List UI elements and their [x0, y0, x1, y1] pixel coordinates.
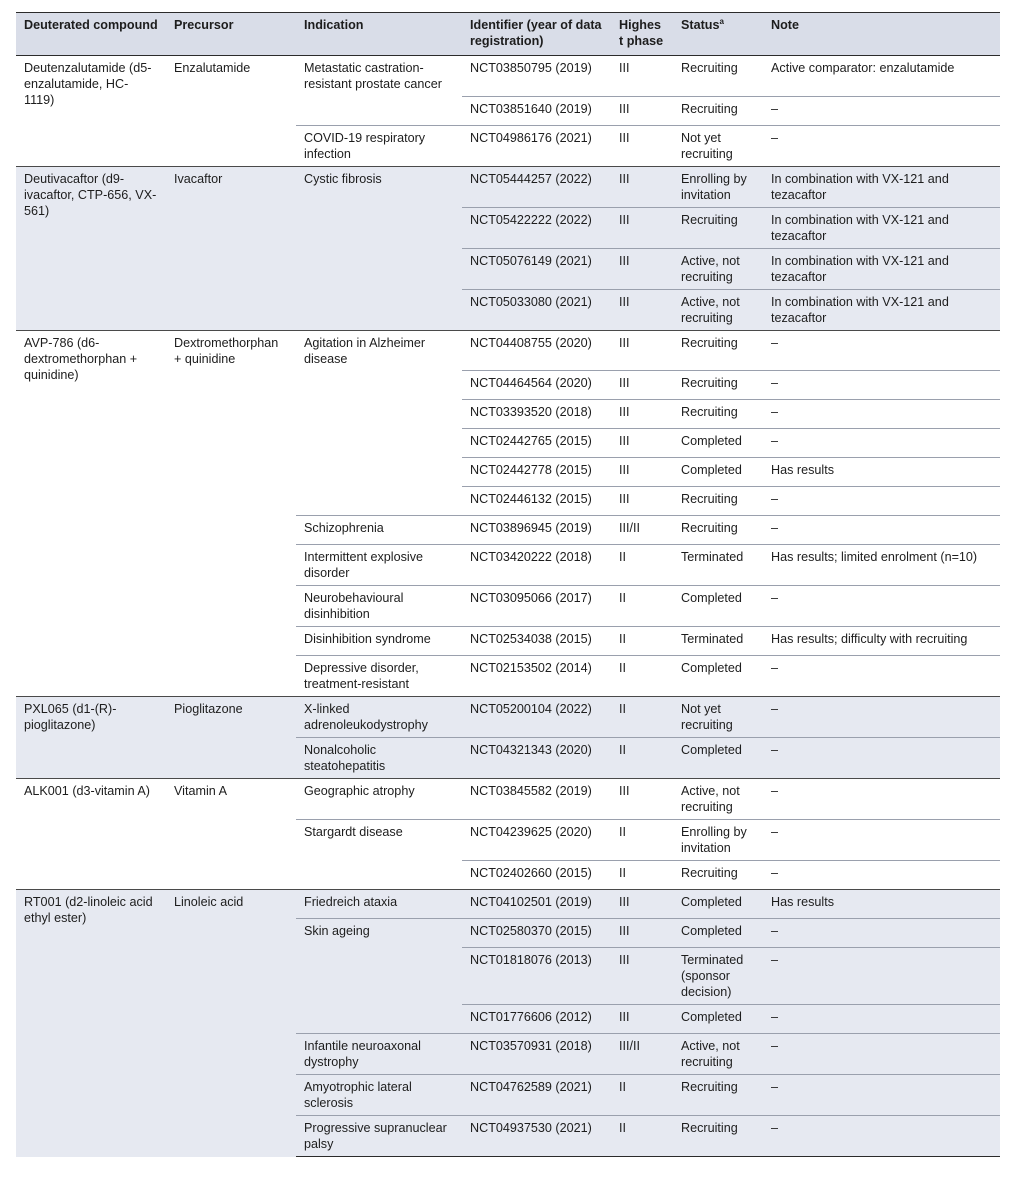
phase-cell: II: [611, 697, 673, 738]
table-row: [16, 56, 1000, 97]
identifier-cell: NCT03845582 (2019): [462, 779, 611, 820]
phase-cell: II: [611, 1116, 673, 1157]
status-cell: Terminated: [673, 627, 763, 656]
identifier-cell: NCT05033080 (2021): [462, 289, 611, 330]
phase-cell: III: [611, 330, 673, 371]
identifier-cell: NCT03420222 (2018): [462, 545, 611, 586]
identifier-cell: NCT02442778 (2015): [462, 458, 611, 487]
identifier-cell: NCT03896945 (2019): [462, 516, 611, 545]
identifier-cell: NCT02534038 (2015): [462, 627, 611, 656]
phase-cell: III: [619, 61, 630, 75]
identifier-cell: NCT02402660 (2015): [462, 861, 611, 890]
status-cell: Recruiting: [673, 400, 763, 429]
header-indication: Indication: [296, 13, 462, 56]
indication-cell: Agitation in Alzheimer disease: [296, 330, 462, 371]
status-cell: Completed: [673, 429, 763, 458]
status-cell: Terminated: [673, 545, 763, 586]
phase-cell: III/II: [611, 516, 673, 545]
note-cell: –: [763, 919, 1000, 948]
table-row: [16, 697, 1000, 738]
status-cell: Recruiting: [673, 1116, 763, 1157]
identifier-cell: NCT04102501 (2019): [462, 890, 611, 919]
indication-cell: Schizophrenia: [296, 516, 462, 545]
note-cell: –: [763, 516, 1000, 545]
identifier-cell: NCT04986176 (2021): [462, 125, 611, 166]
compound-cell: Deutivacaftor (d9-ivacaftor, CTP-656, VX-561): [16, 166, 166, 330]
footnote-marker: a: [719, 16, 724, 26]
status-cell: Recruiting: [673, 330, 763, 371]
table-row: [16, 890, 1000, 919]
indication-cell: Infantile neuroaxonal dystrophy: [296, 1034, 462, 1075]
identifier-cell: NCT03393520 (2018): [462, 400, 611, 429]
note-cell: –: [763, 779, 1000, 820]
indication-cell: Amyotrophic lateral sclerosis: [296, 1075, 462, 1116]
identifier-cell: NCT03570931 (2018): [462, 1034, 611, 1075]
indication-cell: [296, 400, 462, 429]
indication-cell: Depressive disorder, treatment-resistant: [296, 656, 462, 697]
status-cell: Completed: [673, 656, 763, 697]
indication-cell: Intermittent explosive disorder: [296, 545, 462, 586]
indication-cell: Metastatic castration-resistant prostate cancer: [304, 61, 442, 91]
header-compound: Deuterated compound: [16, 13, 166, 56]
status-cell: Recruiting: [673, 487, 763, 516]
status-cell: Recruiting: [673, 1075, 763, 1116]
identifier-cell: NCT03095066 (2017): [462, 586, 611, 627]
note-cell: Has results; difficulty with recruiting: [763, 627, 1000, 656]
phase-cell: III: [611, 96, 673, 125]
table-row: [16, 779, 1000, 820]
table-row: [16, 330, 1000, 371]
indication-cell: Skin ageing: [296, 919, 462, 948]
identifier-cell: NCT05076149 (2021): [462, 248, 611, 289]
note-cell: –: [763, 820, 1000, 861]
precursor-cell: Pioglitazone: [166, 697, 296, 779]
status-cell: Active, not recruiting: [673, 1034, 763, 1075]
precursor-cell: Enzalutamide: [174, 61, 251, 75]
identifier-cell: NCT04937530 (2021): [462, 1116, 611, 1157]
precursor-cell: Ivacaftor: [166, 166, 296, 330]
status-cell: Recruiting: [673, 96, 763, 125]
status-cell: Completed: [673, 586, 763, 627]
phase-cell: III: [611, 487, 673, 516]
status-cell: Not yet recruiting: [673, 125, 763, 166]
note-cell: –: [763, 1075, 1000, 1116]
identifier-cell: NCT04408755 (2020): [462, 330, 611, 371]
phase-cell: III/II: [611, 1034, 673, 1075]
indication-cell: Cystic fibrosis: [296, 166, 462, 207]
status-cell: Recruiting: [673, 371, 763, 400]
phase-cell: III: [611, 458, 673, 487]
status-cell: Active, not recruiting: [673, 289, 763, 330]
header-phase: Highest phase: [611, 13, 673, 56]
status-cell: Recruiting: [673, 861, 763, 890]
indication-cell: [296, 487, 462, 516]
status-cell: Not yet recruiting: [673, 697, 763, 738]
status-cell: Recruiting: [673, 516, 763, 545]
phase-cell: II: [611, 1075, 673, 1116]
note-cell: –: [763, 586, 1000, 627]
status-cell: Terminated (sponsor decision): [673, 948, 763, 1005]
note-cell: –: [763, 1034, 1000, 1075]
phase-cell: III: [611, 371, 673, 400]
identifier-cell: NCT01776606 (2012): [462, 1005, 611, 1034]
phase-cell: II: [611, 586, 673, 627]
phase-cell: III: [611, 289, 673, 330]
indication-cell: [296, 948, 462, 1005]
header-status-label: Status: [681, 18, 720, 32]
status-cell: Active, not recruiting: [673, 248, 763, 289]
identifier-cell: NCT01818076 (2013): [462, 948, 611, 1005]
phase-cell: II: [611, 861, 673, 890]
indication-cell: [296, 861, 462, 890]
note-cell: –: [763, 697, 1000, 738]
identifier-cell: NCT05444257 (2022): [462, 166, 611, 207]
phase-cell: III: [611, 890, 673, 919]
phase-cell: III: [611, 779, 673, 820]
table-container: [16, 12, 1000, 1157]
phase-cell: II: [611, 820, 673, 861]
phase-cell: III: [611, 400, 673, 429]
note-cell: –: [763, 330, 1000, 371]
precursor-cell: Vitamin A: [166, 779, 296, 890]
note-cell: Has results: [763, 890, 1000, 919]
status-cell: Completed: [673, 738, 763, 779]
note-cell: –: [763, 1005, 1000, 1034]
identifier-cell: NCT04321343 (2020): [462, 738, 611, 779]
note-cell: In combination with VX-121 and tezacaftor: [763, 166, 1000, 207]
phase-cell: II: [611, 738, 673, 779]
identifier-cell: NCT04464564 (2020): [462, 371, 611, 400]
identifier-cell: NCT02446132 (2015): [462, 487, 611, 516]
indication-cell: [296, 371, 462, 400]
note-cell: Has results: [763, 458, 1000, 487]
status-cell: Completed: [673, 890, 763, 919]
note-cell: –: [763, 738, 1000, 779]
header-precursor: Precursor: [166, 13, 296, 56]
status-cell: Active, not recruiting: [673, 779, 763, 820]
note-cell: –: [763, 861, 1000, 890]
indication-cell: [296, 1005, 462, 1034]
indication-cell: COVID-19 respiratory infection: [296, 125, 462, 166]
note-cell: Active comparator: enzalutamide: [771, 61, 955, 75]
table-row: [16, 166, 1000, 207]
compound-cell: Deutenzalutamide (d5-enzalutamide, HC-1119): [24, 61, 152, 107]
identifier-cell: NCT02442765 (2015): [462, 429, 611, 458]
note-cell: –: [763, 371, 1000, 400]
indication-cell: Geographic atrophy: [296, 779, 462, 820]
table-body: [16, 56, 1000, 1157]
indication-cell: X-linked adrenoleukodystrophy: [296, 697, 462, 738]
identifier-cell: NCT04239625 (2020): [462, 820, 611, 861]
note-cell: –: [763, 487, 1000, 516]
note-cell: –: [763, 96, 1000, 125]
indication-cell: [296, 289, 462, 330]
compound-cell: ALK001 (d3-vitamin A): [16, 779, 166, 890]
indication-cell: [296, 429, 462, 458]
precursor-cell: Dextromethorphan + quinidine: [166, 330, 296, 697]
note-cell: –: [763, 400, 1000, 429]
indication-cell: Friedreich ataxia: [296, 890, 462, 919]
indication-cell: Stargardt disease: [296, 820, 462, 861]
phase-cell: II: [611, 545, 673, 586]
note-cell: –: [763, 948, 1000, 1005]
indication-cell: [296, 96, 462, 125]
note-cell: In combination with VX-121 and tezacaftor: [763, 248, 1000, 289]
identifier-cell: NCT02153502 (2014): [462, 656, 611, 697]
phase-cell: III: [611, 166, 673, 207]
indication-cell: Disinhibition syndrome: [296, 627, 462, 656]
status-cell: Enrolling by invitation: [673, 166, 763, 207]
header-row: [16, 13, 1000, 56]
identifier-cell: NCT05422222 (2022): [462, 207, 611, 248]
identifier-cell: NCT03850795 (2019): [470, 61, 592, 75]
phase-cell: III: [611, 948, 673, 1005]
identifier-cell: NCT04762589 (2021): [462, 1075, 611, 1116]
indication-cell: Nonalcoholic steatohepatitis: [296, 738, 462, 779]
clinical-trials-table: [16, 12, 1000, 1157]
status-cell: Recruiting: [673, 207, 763, 248]
header-note: Note: [763, 13, 1000, 56]
compound-cell: RT001 (d2-linoleic acid ethyl ester): [16, 890, 166, 1157]
status-cell: Completed: [673, 1005, 763, 1034]
header-status: [673, 13, 763, 56]
status-cell: Recruiting: [681, 61, 738, 75]
note-cell: Has results; limited enrolment (n=10): [763, 545, 1000, 586]
identifier-cell: NCT03851640 (2019): [462, 96, 611, 125]
phase-cell: II: [611, 627, 673, 656]
phase-cell: III: [611, 1005, 673, 1034]
phase-cell: III: [611, 125, 673, 166]
note-cell: –: [763, 125, 1000, 166]
indication-cell: [296, 248, 462, 289]
compound-cell: PXL065 (d1-(R)-pioglitazone): [16, 697, 166, 779]
indication-cell: [296, 458, 462, 487]
phase-cell: III: [611, 429, 673, 458]
compound-cell: AVP-786 (d6-dextromethorphan + quinidine): [16, 330, 166, 697]
phase-cell: III: [611, 207, 673, 248]
header-identifier: Identifier (year of data registration): [462, 13, 611, 56]
phase-cell: III: [611, 248, 673, 289]
note-cell: –: [763, 429, 1000, 458]
status-cell: Completed: [673, 919, 763, 948]
identifier-cell: NCT02580370 (2015): [462, 919, 611, 948]
indication-cell: Progressive supranuclear palsy: [296, 1116, 462, 1157]
status-cell: Enrolling by invitation: [673, 820, 763, 861]
indication-cell: [296, 207, 462, 248]
precursor-cell: Linoleic acid: [166, 890, 296, 1157]
identifier-cell: NCT05200104 (2022): [462, 697, 611, 738]
note-cell: –: [763, 1116, 1000, 1157]
note-cell: In combination with VX-121 and tezacaftor: [763, 289, 1000, 330]
note-cell: –: [763, 656, 1000, 697]
phase-cell: II: [611, 656, 673, 697]
indication-cell: Neurobehavioural disinhibition: [296, 586, 462, 627]
phase-cell: III: [611, 919, 673, 948]
note-cell: In combination with VX-121 and tezacaftor: [763, 207, 1000, 248]
status-cell: Completed: [673, 458, 763, 487]
